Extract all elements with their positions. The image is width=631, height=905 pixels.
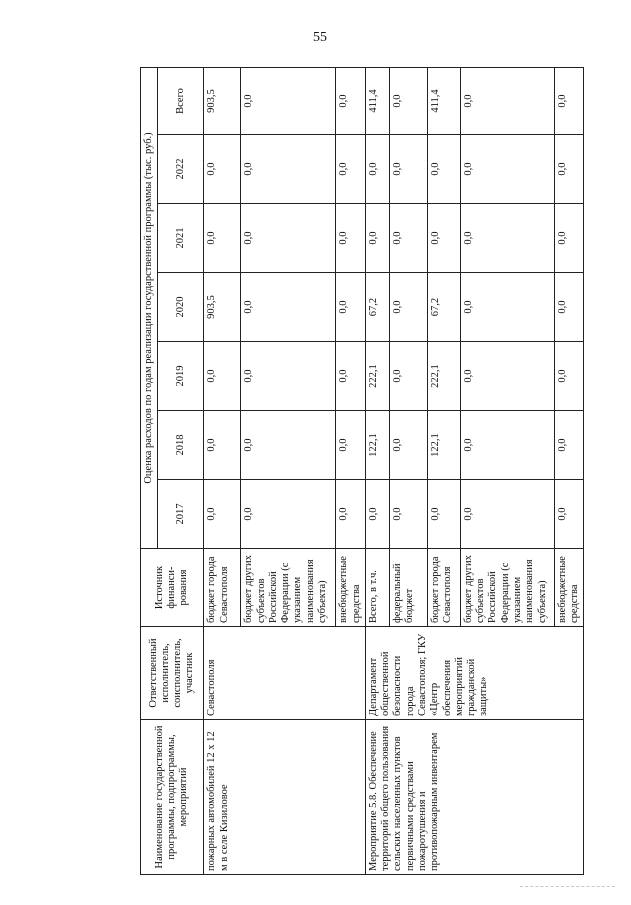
header-estimate: Оценка расходов по годам реализации государственной программы (тыс. руб.) [141, 67, 158, 548]
rotated-table-wrapper [140, 68, 581, 875]
source-cell: бюджет других субъектов Российской Федерации (с указанием наименования субъекта) [460, 549, 554, 627]
value-cell: 0,0 [204, 342, 241, 411]
header-year: 2022 [158, 135, 204, 204]
source-cell: федеральный бюджет [389, 549, 427, 627]
value-cell: 903,5 [204, 273, 241, 342]
header-year: 2019 [158, 342, 204, 411]
source-cell: внебюджетные средства [336, 549, 366, 627]
value-cell: 0,0 [460, 67, 554, 134]
value-cell: 0,0 [204, 135, 241, 204]
value-cell: 0,0 [389, 480, 427, 549]
source-cell: бюджет других субъектов Российской Федерации (с указанием наименования субъекта) [241, 549, 336, 627]
value-cell: 0,0 [204, 204, 241, 273]
value-cell: 0,0 [336, 273, 366, 342]
value-cell: 0,0 [241, 273, 336, 342]
value-cell: 0,0 [389, 411, 427, 480]
header-year: 2018 [158, 411, 204, 480]
value-cell: 0,0 [554, 204, 584, 273]
value-cell: 0,0 [460, 135, 554, 204]
value-cell: 0,0 [554, 411, 584, 480]
value-cell: 903,5 [204, 67, 241, 134]
source-cell: внебюджетные средства [554, 549, 584, 627]
value-cell: 0,0 [460, 273, 554, 342]
value-cell: 0,0 [204, 411, 241, 480]
value-cell: 0,0 [460, 204, 554, 273]
value-cell: 0,0 [336, 67, 366, 134]
value-cell: 0,0 [365, 204, 389, 273]
value-cell: 0,0 [554, 480, 584, 549]
page-number: 55 [313, 30, 327, 45]
header-source: Источник финанси-рования [141, 549, 204, 627]
value-cell: 411,4 [365, 67, 389, 134]
executor: Департамент общественной безопасности города Севастополя; ГКУ «Центр обеспечения мероприятий гражданской защиты» [365, 627, 584, 720]
program-name: Мероприятие 5.8. Обеспечение территорий общего пользования сельских населенных пунктов первичными средствами пожаротушения и противопожарным инвентарем [365, 720, 584, 875]
source-cell: бюджет города Севастополя [427, 549, 460, 627]
value-cell: 0,0 [554, 342, 584, 411]
source-cell: бюджет города Севастополя [204, 549, 241, 627]
value-cell: 0,0 [336, 411, 366, 480]
table-row [365, 67, 389, 874]
value-cell: 0,0 [389, 273, 427, 342]
value-cell: 0,0 [336, 480, 366, 549]
value-cell: 122,1 [365, 411, 389, 480]
value-cell: 0,0 [389, 342, 427, 411]
value-cell: 0,0 [427, 204, 460, 273]
rotated-table-area [140, 68, 581, 875]
program-name: пожарных автомобилей 12 х 12 м в селе Кизиловое [204, 720, 366, 875]
value-cell: 0,0 [241, 411, 336, 480]
value-cell: 0,0 [389, 67, 427, 134]
header-executor: Ответственный исполнитель, соисполнитель, участник [141, 627, 204, 720]
value-cell: 0,0 [460, 480, 554, 549]
value-cell: 0,0 [389, 135, 427, 204]
table-row [204, 67, 241, 874]
value-cell: 222,1 [427, 342, 460, 411]
expense-table [140, 67, 584, 875]
header-name: Наименование государственной программы, подпрограммы, мероприятий [141, 720, 204, 875]
value-cell: 0,0 [554, 273, 584, 342]
value-cell: 0,0 [389, 204, 427, 273]
value-cell: 0,0 [460, 411, 554, 480]
value-cell: 0,0 [427, 480, 460, 549]
value-cell: 0,0 [241, 342, 336, 411]
value-cell: 0,0 [554, 67, 584, 134]
value-cell: 0,0 [204, 480, 241, 549]
value-cell: 0,0 [241, 67, 336, 134]
value-cell: 67,2 [365, 273, 389, 342]
scan-artifact [520, 886, 615, 893]
header-year: 2017 [158, 480, 204, 549]
source-cell: Всего, в т.ч. [365, 549, 389, 627]
value-cell: 411,4 [427, 67, 460, 134]
value-cell: 0,0 [554, 135, 584, 204]
header-total: Всего [158, 67, 204, 134]
value-cell: 0,0 [365, 135, 389, 204]
value-cell: 0,0 [241, 480, 336, 549]
value-cell: 0,0 [336, 204, 366, 273]
header-row-1 [141, 67, 158, 874]
value-cell: 0,0 [336, 342, 366, 411]
value-cell: 0,0 [427, 135, 460, 204]
value-cell: 0,0 [336, 135, 366, 204]
value-cell: 122,1 [427, 411, 460, 480]
header-year: 2020 [158, 273, 204, 342]
value-cell: 0,0 [460, 342, 554, 411]
value-cell: 0,0 [365, 480, 389, 549]
value-cell: 0,0 [241, 204, 336, 273]
header-year: 2021 [158, 204, 204, 273]
value-cell: 67,2 [427, 273, 460, 342]
value-cell: 222,1 [365, 342, 389, 411]
value-cell: 0,0 [241, 135, 336, 204]
executor: Севастополя [204, 627, 366, 720]
